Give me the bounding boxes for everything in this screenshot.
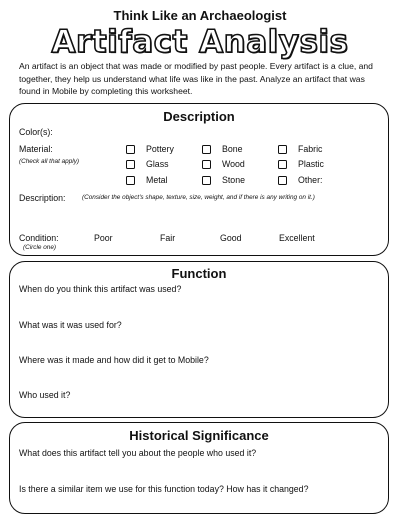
condition-excellent[interactable]: Excellent (279, 233, 315, 243)
fabric-checkbox[interactable] (278, 145, 287, 154)
function-question-when: When do you think this artifact was used? (19, 284, 182, 294)
condition-poor[interactable]: Poor (94, 233, 113, 243)
worksheet-subtitle: Think Like an Archaeologist (113, 8, 287, 23)
bone-label: Bone (222, 144, 243, 154)
description-label: Description: (19, 193, 66, 203)
condition-good[interactable]: Good (220, 233, 242, 243)
colors-label: Color(s): (19, 127, 53, 137)
condition-note: (Circle one) (23, 244, 57, 251)
condition-label: Condition: (19, 233, 59, 243)
function-question-used-for: What was it was used for? (19, 320, 122, 330)
metal-label: Metal (146, 175, 168, 185)
stone-label: Stone (222, 175, 245, 185)
function-section (9, 261, 389, 418)
metal-checkbox[interactable] (126, 176, 135, 185)
historical-heading: Historical Significance (129, 428, 269, 443)
wood-label: Wood (222, 159, 245, 169)
historical-question-similar: Is there a similar item we use for this function today? How has it changed? (19, 484, 309, 494)
glass-checkbox[interactable] (126, 160, 135, 169)
historical-section (9, 422, 389, 514)
intro-paragraph: An artifact is an object that was made or modified by past people. Every artifact is a clue, and together, they help us understand what life was like in the past. Analyze an artifact that was found in Mobile by completing this worksheet. (19, 61, 373, 96)
other-checkbox[interactable] (278, 176, 287, 185)
historical-question-people: What does this artifact tell you about the people who used it? (19, 448, 257, 458)
fabric-label: Fabric (298, 144, 323, 154)
pottery-checkbox[interactable] (126, 145, 135, 154)
wood-checkbox[interactable] (202, 160, 211, 169)
description-note: (Consider the object's shape, texture, size, weight, and if there is any writing on it.) (82, 194, 315, 201)
plastic-checkbox[interactable] (278, 160, 287, 169)
material-label: Material: (19, 144, 53, 154)
plastic-label: Plastic (298, 159, 324, 169)
description-heading: Description (163, 109, 235, 124)
glass-label: Glass (146, 159, 169, 169)
material-note: (Check all that apply) (19, 158, 80, 165)
pottery-label: Pottery (146, 144, 174, 154)
description-section (9, 103, 389, 256)
function-heading: Function (171, 266, 227, 281)
condition-fair[interactable]: Fair (160, 233, 176, 243)
bone-checkbox[interactable] (202, 145, 211, 154)
worksheet-title: Artifact Analysis (51, 24, 349, 60)
function-question-where: Where was it made and how did it get to Mobile? (19, 355, 209, 365)
other-label: Other: (298, 175, 323, 185)
function-question-who: Who used it? (19, 390, 71, 400)
stone-checkbox[interactable] (202, 176, 211, 185)
